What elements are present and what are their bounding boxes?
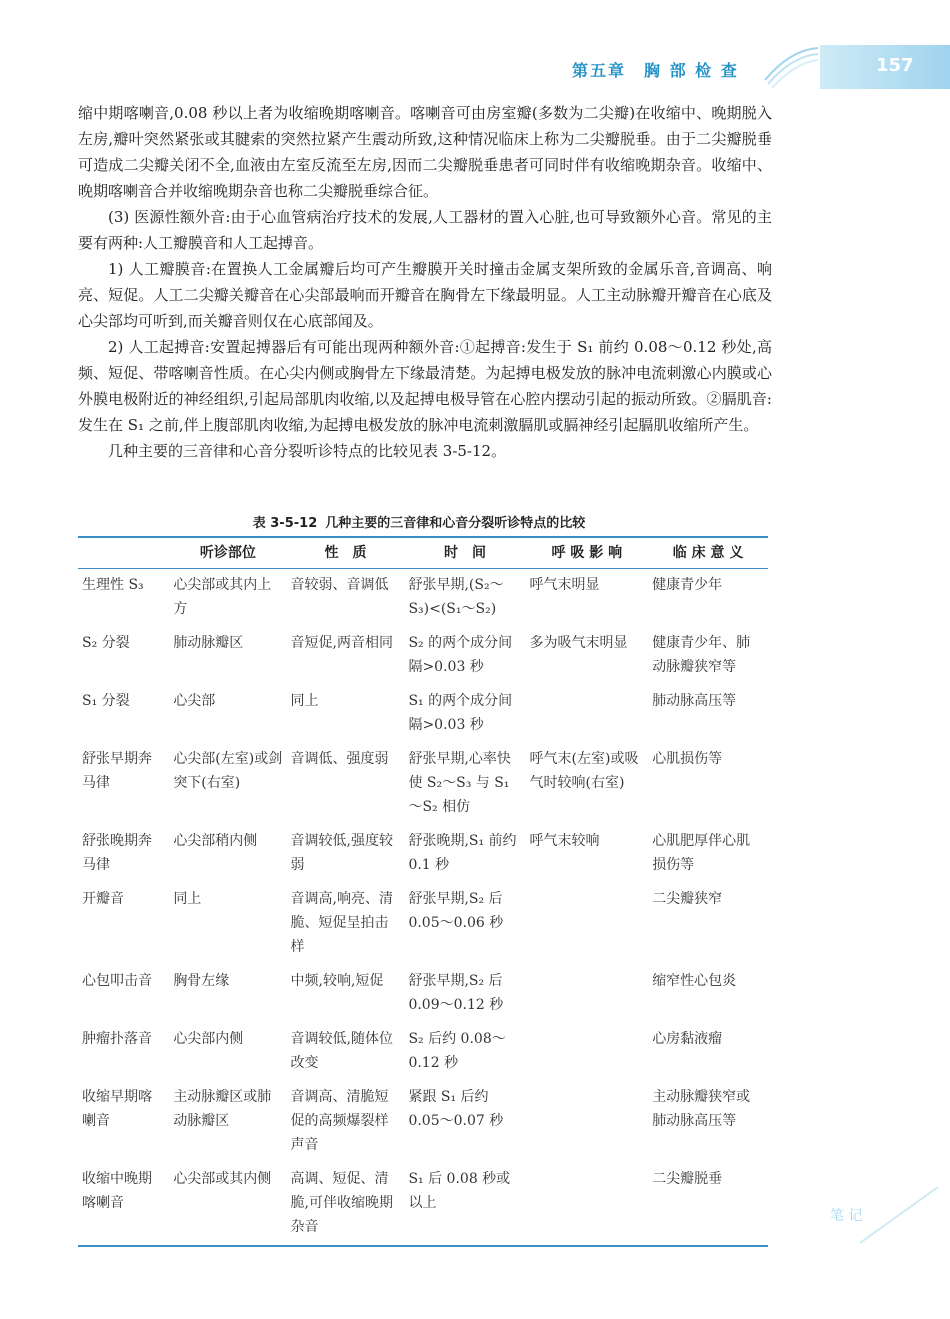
header-cell: 性 质 bbox=[287, 537, 405, 569]
table-cell bbox=[526, 1023, 649, 1081]
table-row bbox=[78, 627, 768, 685]
table-cell: 舒张早期,S₂ 后 0.09～0.12 秒 bbox=[408, 973, 504, 1013]
table-cell: 舒张早期,S₂ 后 0.05～0.06 秒 bbox=[408, 891, 504, 931]
page-number: 157 bbox=[876, 55, 914, 76]
table-cell: 心肌肥厚伴心肌损伤等 bbox=[652, 833, 751, 873]
table-cell: 心尖部或其内上方 bbox=[173, 577, 272, 617]
header-cell: 听诊部位 bbox=[169, 537, 286, 569]
header-cell: 临 床 意 义 bbox=[648, 537, 768, 569]
table-cell: 主动脉瓣狭窄或肺动脉高压等 bbox=[652, 1089, 751, 1129]
table-cell: 紧跟 S₁ 后约 0.05～0.07 秒 bbox=[408, 1089, 504, 1129]
table-cell: 心尖部(左室)或剑突下(右室) bbox=[173, 751, 283, 791]
table-cell: 肺动脉瓣区 bbox=[173, 635, 244, 651]
header-cell: 时 间 bbox=[404, 537, 525, 569]
table-cell: 舒张晚期奔马律 bbox=[82, 833, 152, 873]
table-cell: S₂ 分裂 bbox=[82, 635, 130, 651]
table-cell: 高调、短促、清脆,可伴收缩晚期杂音 bbox=[287, 1163, 405, 1246]
body-text bbox=[78, 100, 772, 464]
table-cell: 同上 bbox=[173, 891, 202, 907]
table-row bbox=[78, 743, 768, 825]
table-cell bbox=[526, 1081, 649, 1163]
chapter-title: 第五章 胸 部 检 查 bbox=[572, 61, 739, 80]
table-cell: 缩窄性心包炎 bbox=[652, 973, 737, 989]
table-cell: 心尖部 bbox=[173, 693, 216, 709]
table-cell: 收缩早期喀喇音 bbox=[82, 1089, 152, 1129]
table-cell: 心尖部或其内侧 bbox=[169, 1163, 286, 1246]
paragraph-5: 几种主要的三音律和心音分裂听诊特点的比较见表 3-5-12。 bbox=[108, 442, 507, 460]
table-row bbox=[78, 685, 768, 743]
table-cell: 心包叩击音 bbox=[82, 973, 152, 989]
table-cell: S₁ 后 0.08 秒或以上 bbox=[404, 1163, 525, 1246]
table-row bbox=[78, 1081, 768, 1163]
table-cell: 音调高、清脆短促的高频爆裂样声音 bbox=[290, 1089, 389, 1153]
table-cell: S₁ 的两个成分间隔>0.03 秒 bbox=[408, 693, 513, 733]
table-cell: 肿瘤扑落音 bbox=[82, 1031, 152, 1047]
table-cell: 呼气末明显 bbox=[529, 577, 600, 593]
paragraph-2: (3) 医源性额外音:由于心血管病治疗技术的发展,人工器材的置入心脏,也可导致额外心音。常见的主要有两种:人工瓣膜音和人工起搏音。 bbox=[78, 208, 772, 252]
comparison-table bbox=[78, 536, 768, 1247]
table-cell: S₁ 分裂 bbox=[82, 693, 130, 709]
table-cell: S₂ 的两个成分间隔>0.03 秒 bbox=[408, 635, 513, 675]
table-cell bbox=[526, 965, 649, 1023]
notes-label: 笔 记 bbox=[830, 1208, 863, 1224]
table-cell: 开瓣音 bbox=[82, 891, 124, 907]
table-cell: 舒张早期,(S₂～S₃)<(S₁～S₂) bbox=[408, 577, 504, 617]
table-cell: 主动脉瓣区或肺动脉瓣区 bbox=[173, 1089, 272, 1129]
table-cell: 音较弱、音调低 bbox=[290, 577, 389, 593]
header-cell bbox=[78, 537, 169, 569]
table-header-row bbox=[78, 537, 768, 569]
table-cell: 心尖部内侧 bbox=[173, 1031, 244, 1047]
table-title: 几种主要的三音律和心音分裂听诊特点的比较 bbox=[325, 516, 586, 531]
table-cell: 音短促,两音相同 bbox=[290, 635, 393, 651]
paragraph-1: 缩中期喀喇音,0.08 秒以上者为收缩晚期喀喇音。喀喇音可由房室瓣(多数为二尖瓣)在收缩中、晚期脱入左房,瓣叶突然紧张或其腱索的突然拉紧产生震动所致,这种情况临床上称为二尖瓣脱垂。由于二尖瓣脱垂可造成二尖瓣关闭不全,血液由左室反流至左房,因而二尖瓣脱垂患者可同时伴有收缩晚期杂音。收缩中、晚期喀喇音合并收缩晚期杂音也称二尖瓣脱垂综合征。 bbox=[78, 104, 772, 200]
table-row bbox=[78, 883, 768, 965]
notes-decoration-icon bbox=[860, 1185, 940, 1245]
table-cell: 音调高,响亮、清脆、短促呈拍击样 bbox=[290, 891, 393, 955]
table-cell bbox=[526, 1163, 649, 1246]
table-cell bbox=[526, 883, 649, 965]
table-cell: 收缩中晚期喀喇音 bbox=[78, 1163, 169, 1246]
table-cell: 呼气末(左室)或吸气时较响(右室) bbox=[529, 751, 639, 791]
table-cell: 心尖部稍内侧 bbox=[173, 833, 258, 849]
table-number: 表 3-5-12 bbox=[252, 516, 318, 531]
table-cell: 中频,较响,短促 bbox=[290, 973, 384, 989]
swirl-decoration-icon bbox=[760, 40, 820, 90]
table-row bbox=[78, 965, 768, 1023]
table-cell: 音调较低,强度较弱 bbox=[290, 833, 393, 873]
paragraph-4: 2) 人工起搏音:安置起搏器后有可能出现两种额外音:①起搏音:发生于 S₁ 前约 0.08～0.12 秒处,高频、短促、带喀喇音性质。在心尖内侧或胸骨左下缘最清楚。为起搏电极发放的脉冲电流刺激心内膜或心外膜电极附近的神经组织,引起局部肌肉收缩,以及起搏电极导管在心腔内摆动引起的振动所致。②膈肌音:发生在 S₁ 之前,伴上腹部肌肉收缩,为起搏电极发放的脉冲电流刺激膈肌或膈神经引起膈肌收缩所产生。 bbox=[78, 338, 772, 434]
table-cell: 同上 bbox=[290, 693, 319, 709]
header-cell: 呼 吸 影 响 bbox=[526, 537, 649, 569]
table-cell: 健康青少年 bbox=[652, 577, 723, 593]
table-caption bbox=[78, 512, 768, 531]
paragraph-3: 1) 人工瓣膜音:在置换人工金属瓣后均可产生瓣膜开关时撞击金属支架所致的金属乐音,音调高、响亮、短促。人工二尖瓣关瓣音在心尖部最响而开瓣音在胸骨左下缘最明显。人工主动脉瓣开瓣音在心底及心尖部均可听到,而关瓣音则仅在心底部闻及。 bbox=[78, 260, 772, 330]
table-cell: 健康青少年、肺动脉瓣狭窄等 bbox=[652, 635, 751, 675]
table-row bbox=[78, 1023, 768, 1081]
table-cell bbox=[526, 685, 649, 743]
table-cell: 舒张早期,心率快使 S₂～S₃ 与 S₁～S₂ 相仿 bbox=[408, 751, 511, 815]
table-cell: 心房黏液瘤 bbox=[652, 1031, 723, 1047]
table-cell: 多为吸气末明显 bbox=[529, 635, 628, 651]
table-cell: 二尖瓣狭窄 bbox=[652, 891, 723, 907]
table-cell: 心肌损伤等 bbox=[652, 751, 723, 767]
table-cell: 音调低、强度弱 bbox=[290, 751, 389, 767]
table-cell: 二尖瓣脱垂 bbox=[648, 1163, 768, 1246]
table-row bbox=[78, 1163, 768, 1246]
table-cell: S₂ 后约 0.08～0.12 秒 bbox=[408, 1031, 506, 1071]
table-cell: 生理性 S₃ bbox=[82, 577, 144, 593]
table-cell: 肺动脉高压等 bbox=[652, 693, 737, 709]
table-row bbox=[78, 825, 768, 883]
table-cell: 胸骨左缘 bbox=[173, 973, 230, 989]
table-cell: 舒张晚期,S₁ 前约 0.1 秒 bbox=[408, 833, 517, 873]
table-cell: 舒张早期奔马律 bbox=[82, 751, 152, 791]
table-cell: 音调较低,随体位改变 bbox=[290, 1031, 393, 1071]
table-cell: 呼气末较响 bbox=[529, 833, 600, 849]
table-row bbox=[78, 569, 768, 628]
